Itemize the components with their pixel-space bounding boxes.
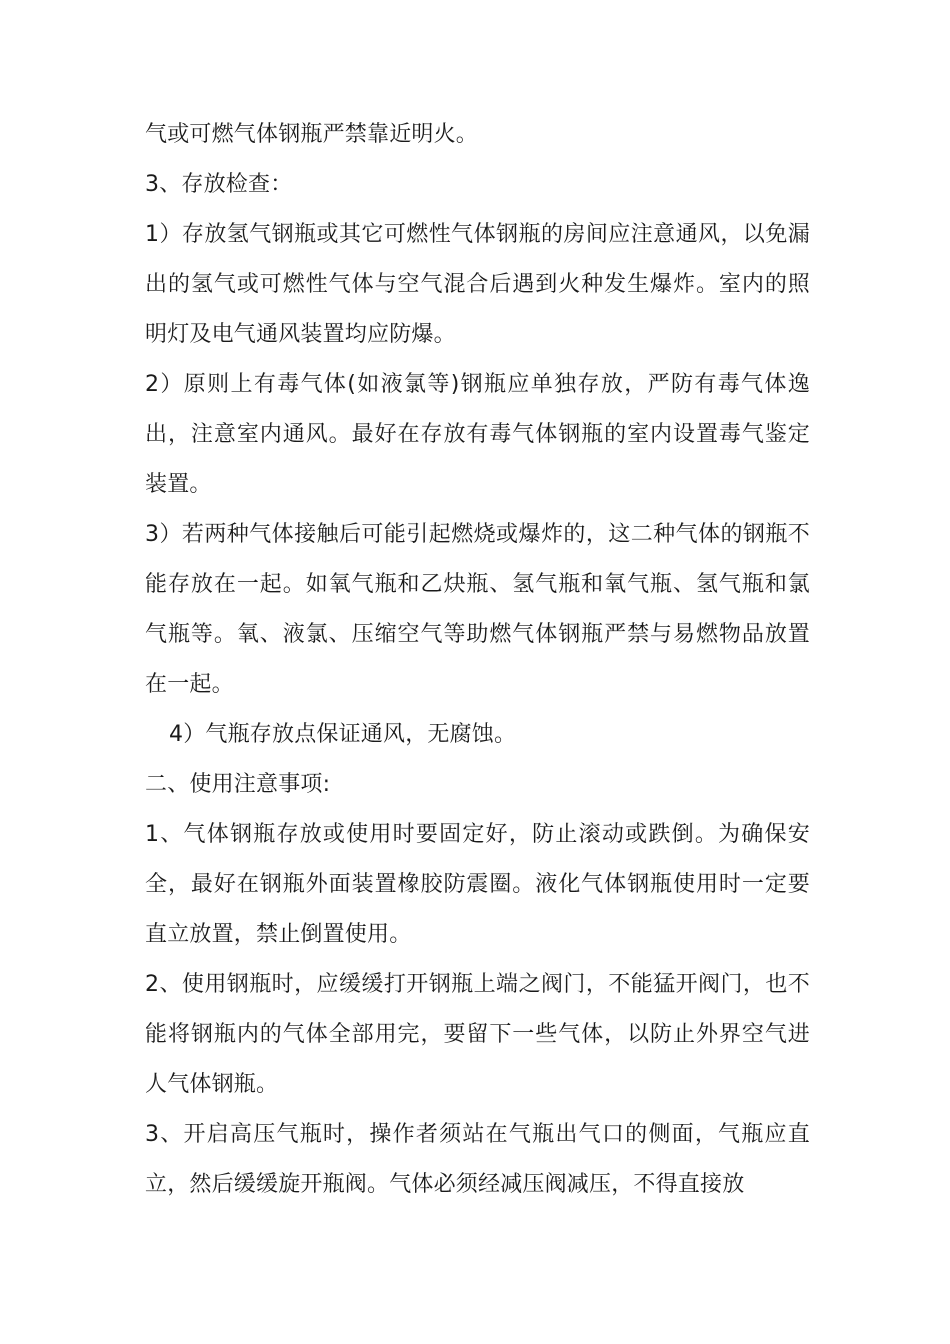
- paragraph-usage-item-3: 3、开启高压气瓶时，操作者须站在气瓶出气口的侧面，气瓶应直立，然后缓缓旋开瓶阀。气体必须经减压阀减压，不得直接放: [145, 1122, 810, 1197]
- paragraph-storage-item-4: 4）气瓶存放点保证通风，无腐蚀。: [169, 722, 517, 747]
- paragraph-usage-item-1: 1、气体钢瓶存放或使用时要固定好，防止滚动或跌倒。为确保安全，最好在钢瓶外面装置橡胶防震圈。液化气体钢瓶使用时一定要直立放置，禁止倒置使用。: [145, 822, 810, 947]
- document-body: [145, 110, 810, 1210]
- paragraph-continuation: 气或可燃气体钢瓶严禁靠近明火。: [145, 122, 479, 147]
- paragraph-usage-item-2: 2、使用钢瓶时，应缓缓打开钢瓶上端之阀门，不能猛开阀门，也不能将钢瓶内的气体全部用完，要留下一些气体，以防止外界空气进人气体钢瓶。: [145, 972, 810, 1097]
- paragraph-storage-item-3: 3）若两种气体接触后可能引起燃烧或爆炸的，这二种气体的钢瓶不能存放在一起。如氧气瓶和乙炔瓶、氢气瓶和氧气瓶、氢气瓶和氯气瓶等。氧、液氯、压缩空气等助燃气体钢瓶严禁与易燃物品放置在一起。: [145, 522, 810, 697]
- paragraph-storage-item-2: 2）原则上有毒气体(如液氯等)钢瓶应单独存放，严防有毒气体逸出，注意室内通风。最好在存放有毒气体钢瓶的室内设置毒气鉴定装置。: [145, 372, 810, 497]
- section-heading-usage-notes: 二、使用注意事项:: [145, 772, 331, 797]
- section-heading-storage-check: 3、存放检查：: [145, 172, 293, 197]
- paragraph-storage-item-1: 1）存放氢气钢瓶或其它可燃性气体钢瓶的房间应注意通风，以免漏出的氢气或可燃性气体与空气混合后遇到火种发生爆炸。室内的照明灯及电气通风装置均应防爆。: [145, 222, 810, 347]
